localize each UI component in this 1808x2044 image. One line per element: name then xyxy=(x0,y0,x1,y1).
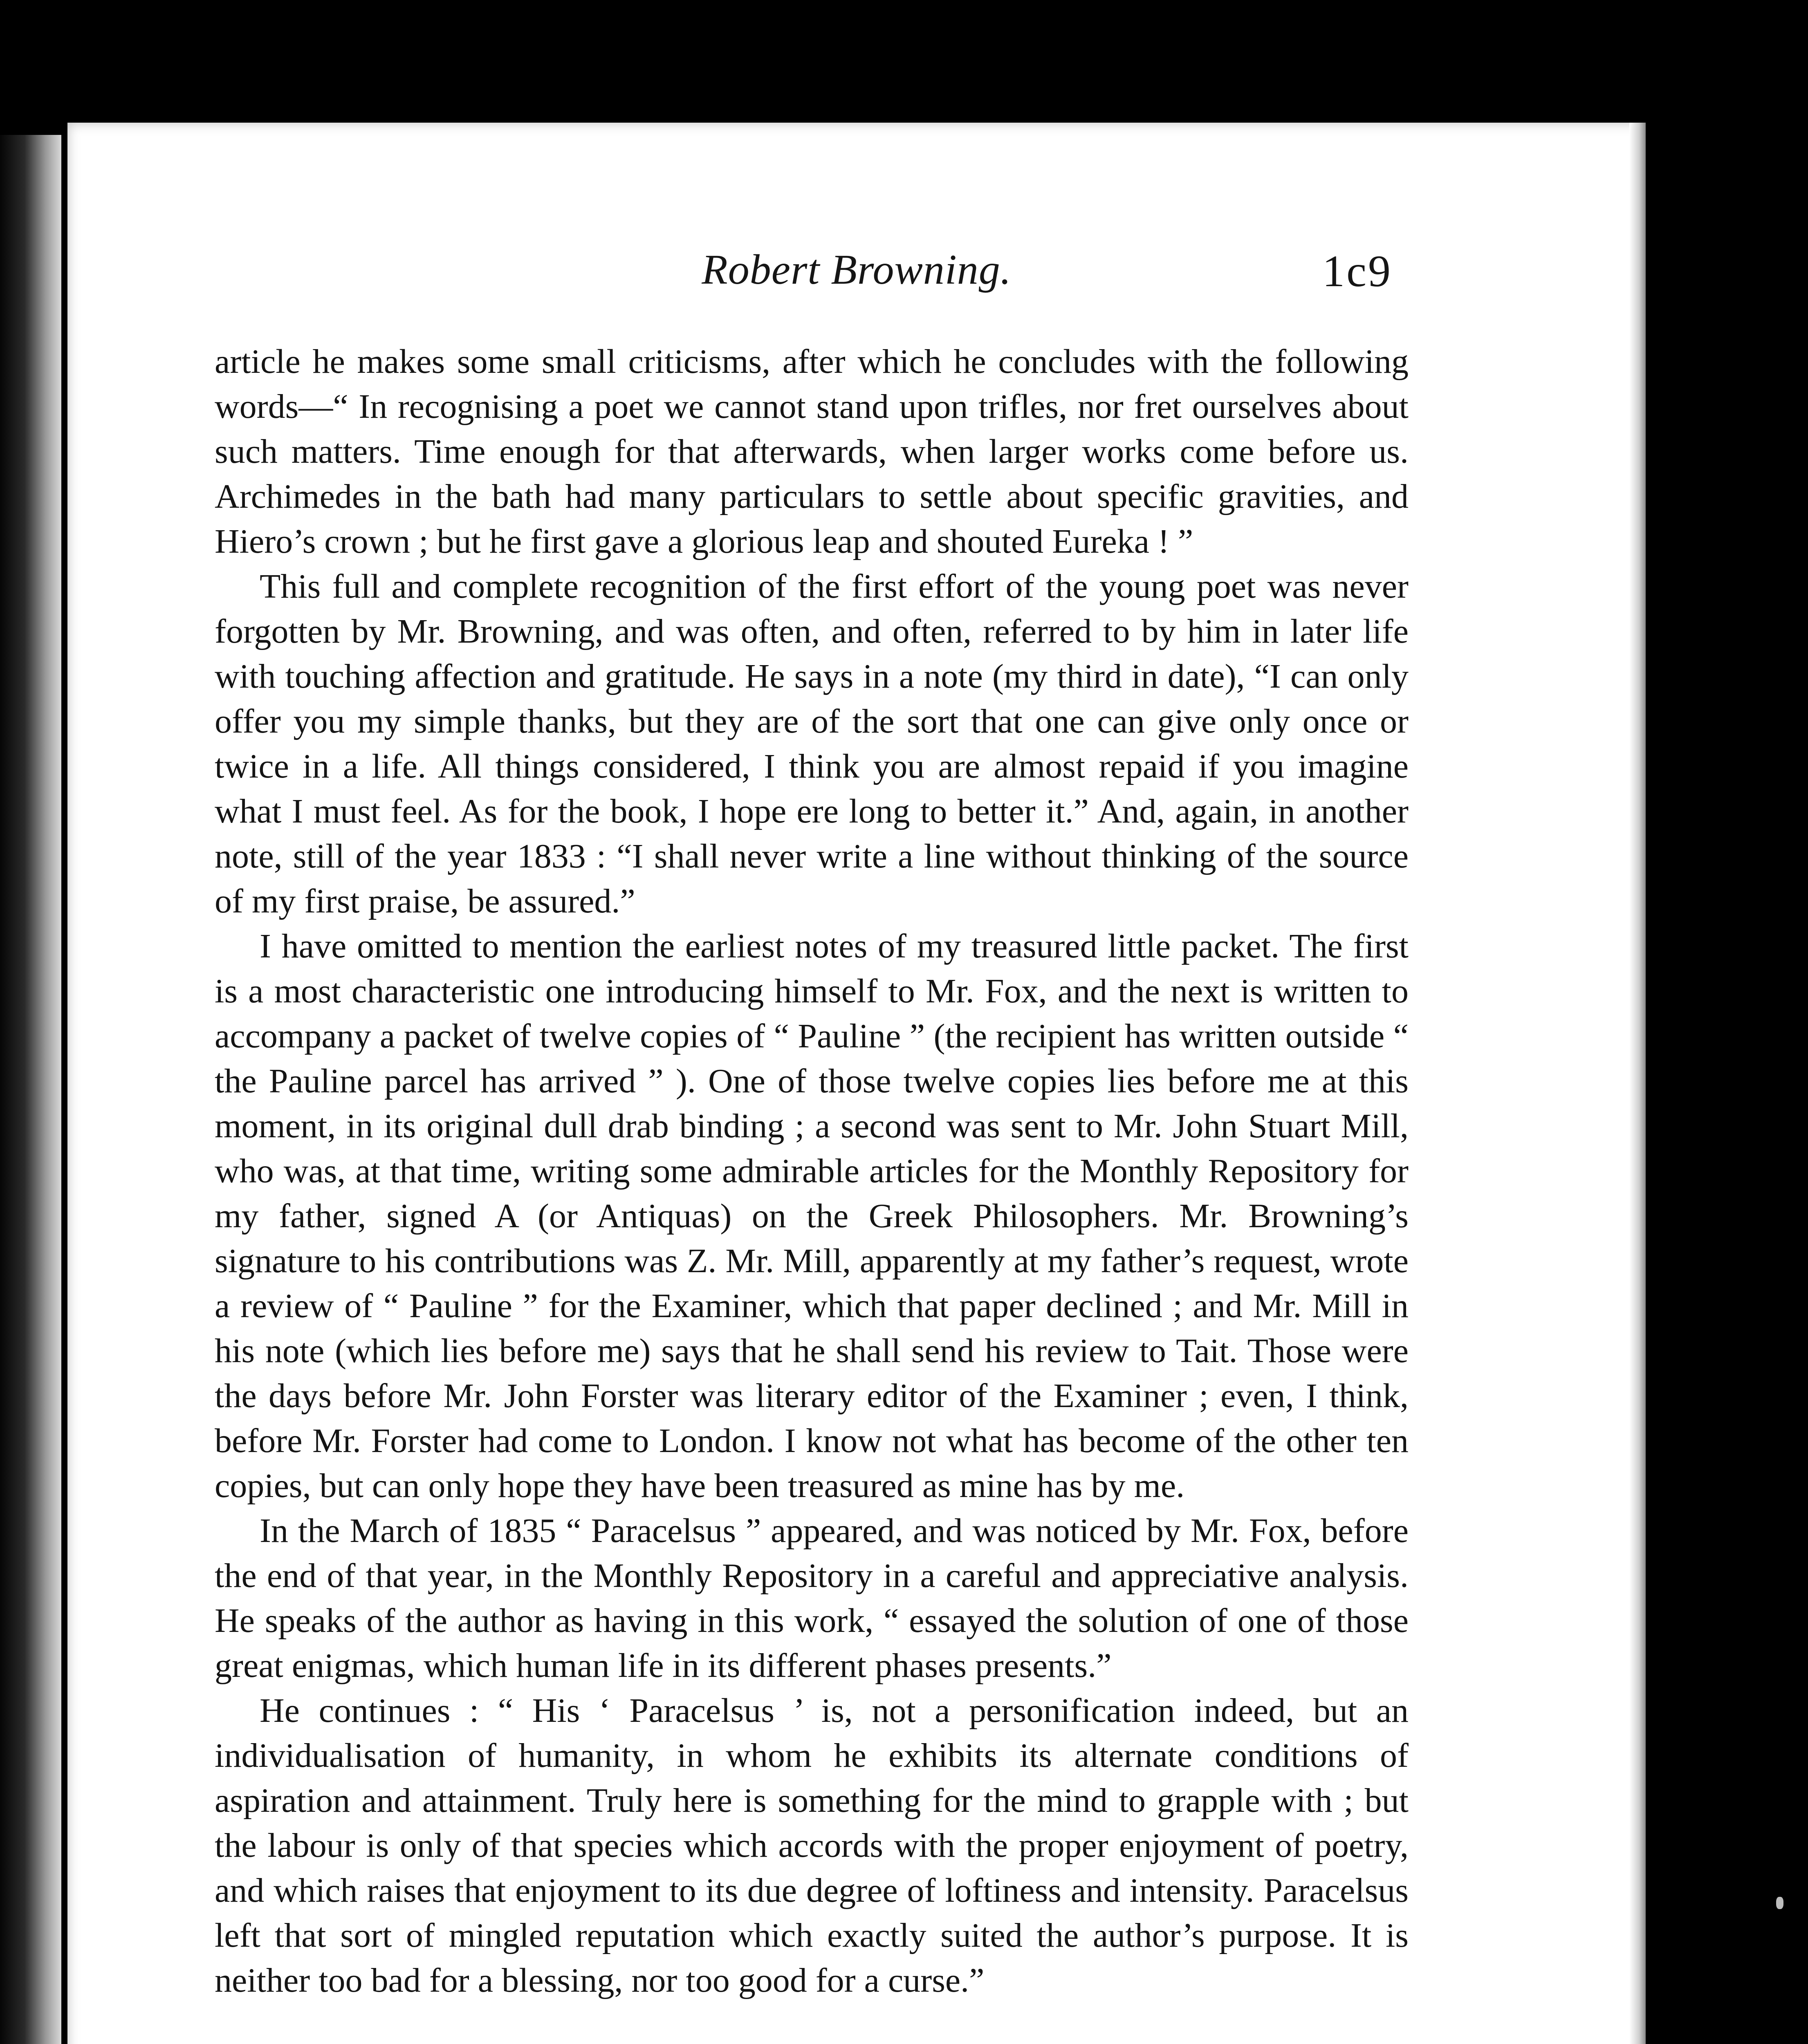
page-fold-shadow xyxy=(1629,123,1646,2044)
running-title: Robert Browning. xyxy=(702,246,1012,293)
book-page xyxy=(67,123,1646,2044)
running-head xyxy=(67,245,1646,303)
paragraph-5: He continues : “ His ‘ Paracelsus ’ is, not a personification indeed, but an individualisation of humanity, in whom he exhibits its alternate conditions of aspiration and attainment. Truly here is something for the mind to grapple with ; but the labour is only of that species which accords with the proper enjoyment of poetry, and which raises that enjoyment to its due degree of loftiness and intensity. Paracelsus left that sort of mingled reputation which exactly suited the author’s purpose. It is neither too bad for a blessing, nor too good for a curse.” xyxy=(215,1692,1409,1999)
paragraph-3: I have omitted to mention the earliest notes of my treasured little packet. The first is a most characteristic one introducing himself to Mr. Fox, and the next is written to accompany a packet of twelve copies of “ Pauline ” (the recipient has written outside “ the Pauline parcel has arrived ” ). One of those twelve copies lies before me at this moment, in its original dull drab binding ; a second was sent to Mr. John Stuart Mill, who was, at that time, writing some admirable articles for the Monthly Repository for my father, signed A (or Antiquas) on the Greek Philosophers. Mr. Browning’s signature to his contributions was Z. Mr. Mill, apparently at my father’s request, wrote a review of “ Pauline ” for the Examiner, which that paper declined ; and Mr. Mill in his note (which lies before me) says that he shall send his review to Tait. Those were the days before Mr. John Forster was literary editor of the Examiner ; even, I think, before Mr. Forster had come to London. I know not what has become of the other ten copies, but can only hope they have been treasured as mine has by me. xyxy=(215,927,1409,1505)
page-number: 1c9 xyxy=(1322,246,1392,296)
dust-speck xyxy=(1776,1897,1783,1909)
body-text xyxy=(215,339,1409,2003)
paragraph-4: In the March of 1835 “ Paracelsus ” appeared, and was noticed by Mr. Fox, before the end of that year, in the Monthly Repository in a careful and appreciative analysis. He speaks of the author as having in this work, “ essayed the solution of one of those great enigmas, which human life in its different phases presents.” xyxy=(215,1512,1409,1685)
paragraph-1: article he makes some small criticisms, after which he concludes with the following words—“ In recognising a poet we cannot stand upon trifles, nor fret ourselves about such matters. Time enough for that afterwards, when larger works come before us. Archimedes in the bath had many particulars to settle about specific gravities, and Hiero’s crown ; but he first gave a glorious leap and shouted Eureka ! ” xyxy=(215,343,1409,560)
scan-left-edge xyxy=(0,135,61,2044)
paragraph-2: This full and complete recognition of the first effort of the young poet was never forgotten by Mr. Browning, and was often, and often, referred to by him in later life with touching affection and gratitude. He says in a note (my third in date), “I can only offer you my simple thanks, but they are of the sort that one can give only once or twice in a life. All things considered, I think you are almost repaid if you imagine what I must feel. As for the book, I hope ere long to better it.” And, again, in another note, still of the year 1833 : “I shall never write a line without thinking of the source of my first praise, be assured.” xyxy=(215,567,1409,920)
